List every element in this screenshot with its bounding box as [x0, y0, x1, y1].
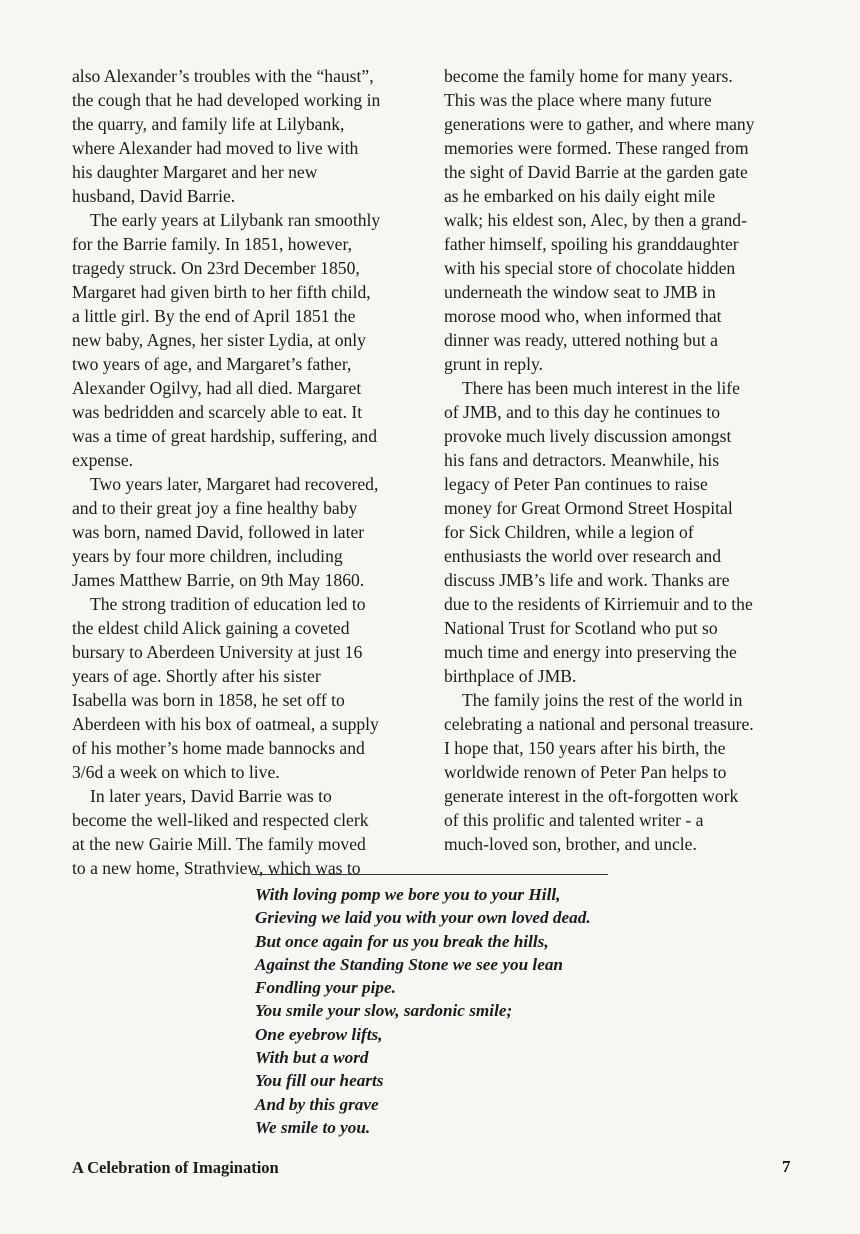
paragraph-first-line: Two years later, Margaret had recovered, [90, 474, 379, 494]
text-line: expense. [72, 450, 134, 470]
poem-line: Against the Standing Stone we see you lean [255, 954, 563, 974]
text-line: husband, David Barrie. [72, 186, 236, 206]
text-line: the eldest child Alick gaining a coveted [72, 618, 350, 638]
text-line: enthusiasts the world over research and [444, 546, 722, 566]
text-line: much-loved son, brother, and uncle. [444, 834, 697, 854]
text-line: Alexander Ogilvy, had all died. Margaret [72, 378, 362, 398]
text-line: of JMB, and to this day he continues to [444, 402, 721, 422]
text-line: tragedy struck. On 23rd December 1850, [72, 258, 360, 278]
text-line: worldwide renown of Peter Pan helps to [444, 762, 727, 782]
text-line: for Sick Children, while a legion of [444, 522, 694, 542]
text-line: memories were formed. These ranged from [444, 138, 749, 158]
text-line: generate interest in the oft-forgotten work [444, 786, 739, 806]
text-line: two years of age, and Margaret’s father, [72, 354, 352, 374]
text-line: new baby, Agnes, her sister Lydia, at only [72, 330, 366, 350]
left-column [72, 64, 418, 880]
right-column [444, 64, 804, 856]
text-line: James Matthew Barrie, on 9th May 1860. [72, 570, 365, 590]
paragraph-first-line: The early years at Lilybank ran smoothly [90, 210, 381, 230]
poem-line: And by this grave [255, 1094, 379, 1114]
text-line: where Alexander had moved to live with [72, 138, 359, 158]
text-line: generations were to gather, and where many [444, 114, 755, 134]
paragraph-first-line: There has been much interest in the life [462, 378, 740, 398]
poem-divider [252, 874, 608, 875]
text-line: I hope that, 150 years after his birth, the [444, 738, 726, 758]
text-line: birthplace of JMB. [444, 666, 577, 686]
text-line: with his special store of chocolate hidden [444, 258, 736, 278]
text-line: at the new Gairie Mill. The family moved [72, 834, 366, 854]
paragraph-first-line: The family joins the rest of the world in [462, 690, 743, 710]
text-line: discuss JMB’s life and work. Thanks are [444, 570, 730, 590]
poem-line: One eyebrow lifts, [255, 1024, 383, 1044]
text-line: walk; his eldest son, Alec, by then a grand- [444, 210, 747, 230]
text-line: bursary to Aberdeen University at just 16 [72, 642, 363, 662]
poem-line: Grieving we laid you with your own loved dead. [255, 908, 591, 928]
paragraph-first-line: In later years, David Barrie was to [90, 786, 332, 806]
footer-publication-title: A Celebration of Imagination [72, 1158, 279, 1177]
text-line: dinner was ready, uttered nothing but a [444, 330, 718, 350]
text-line: money for Great Ormond Street Hospital [444, 498, 733, 518]
page-number: 7 [782, 1157, 791, 1176]
text-line: his daughter Margaret and her new [72, 162, 318, 182]
text-line: legacy of Peter Pan continues to raise [444, 474, 708, 494]
paragraph-first-line: The strong tradition of education led to [90, 594, 366, 614]
text-line: This was the place where many future [444, 90, 712, 110]
poem-line: With loving pomp we bore you to your Hill, [255, 885, 561, 904]
text-line: provoke much lively discussion amongst [444, 426, 732, 446]
text-line: was born, named David, followed in later [72, 522, 365, 542]
poem-line: You smile your slow, sardonic smile; [255, 1001, 513, 1021]
text-line: Margaret had given birth to her fifth child, [72, 282, 371, 302]
text-line: to a new home, Strathview, which was to [72, 858, 361, 878]
text-line: much time and energy into preserving the [444, 642, 737, 662]
text-line: morose mood who, when informed that [444, 306, 722, 326]
poem-line: You fill our hearts [255, 1071, 384, 1091]
poem-line: With but a word [255, 1048, 369, 1068]
text-line: 3/6d a week on which to live. [72, 762, 280, 782]
poem-line: Fondling your pipe. [255, 978, 396, 998]
text-line: become the family home for many years. [444, 66, 733, 86]
text-line: years of age. Shortly after his sister [72, 666, 321, 686]
text-line: the cough that he had developed working in [72, 90, 381, 110]
text-line: of this prolific and talented writer - a [444, 810, 704, 830]
text-line: become the well-liked and respected clerk [72, 810, 369, 830]
poem [255, 883, 591, 1139]
text-line: a little girl. By the end of April 1851 the [72, 306, 356, 326]
text-line: and to their great joy a fine healthy baby [72, 498, 358, 518]
text-line: as he embarked on his daily eight mile [444, 186, 716, 206]
text-line: father himself, spoiling his granddaughter [444, 234, 739, 254]
text-line: also Alexander’s troubles with the “haust”, [72, 66, 374, 86]
text-line: the sight of David Barrie at the garden gate [444, 162, 748, 182]
text-line: his fans and detractors. Meanwhile, his [444, 450, 720, 470]
text-line: years by four more children, including [72, 546, 343, 566]
text-line: was bedridden and scarcely able to eat. It [72, 402, 363, 422]
poem-line: But once again for us you break the hills, [255, 931, 549, 951]
text-line: due to the residents of Kirriemuir and to the [444, 594, 753, 614]
text-line: celebrating a national and personal treasure. [444, 714, 754, 734]
text-line: for the Barrie family. In 1851, however, [72, 234, 353, 254]
text-line: grunt in reply. [444, 354, 544, 374]
poem-line: We smile to you. [255, 1117, 371, 1137]
text-line: underneath the window seat to JMB in [444, 282, 716, 302]
text-line: was a time of great hardship, suffering, and [72, 426, 378, 446]
text-line: National Trust for Scotland who put so [444, 618, 718, 638]
text-line: Isabella was born in 1858, he set off to [72, 690, 345, 710]
text-line: Aberdeen with his box of oatmeal, a supply [72, 714, 379, 734]
text-line: of his mother’s home made bannocks and [72, 738, 365, 758]
text-line: the quarry, and family life at Lilybank, [72, 114, 345, 134]
